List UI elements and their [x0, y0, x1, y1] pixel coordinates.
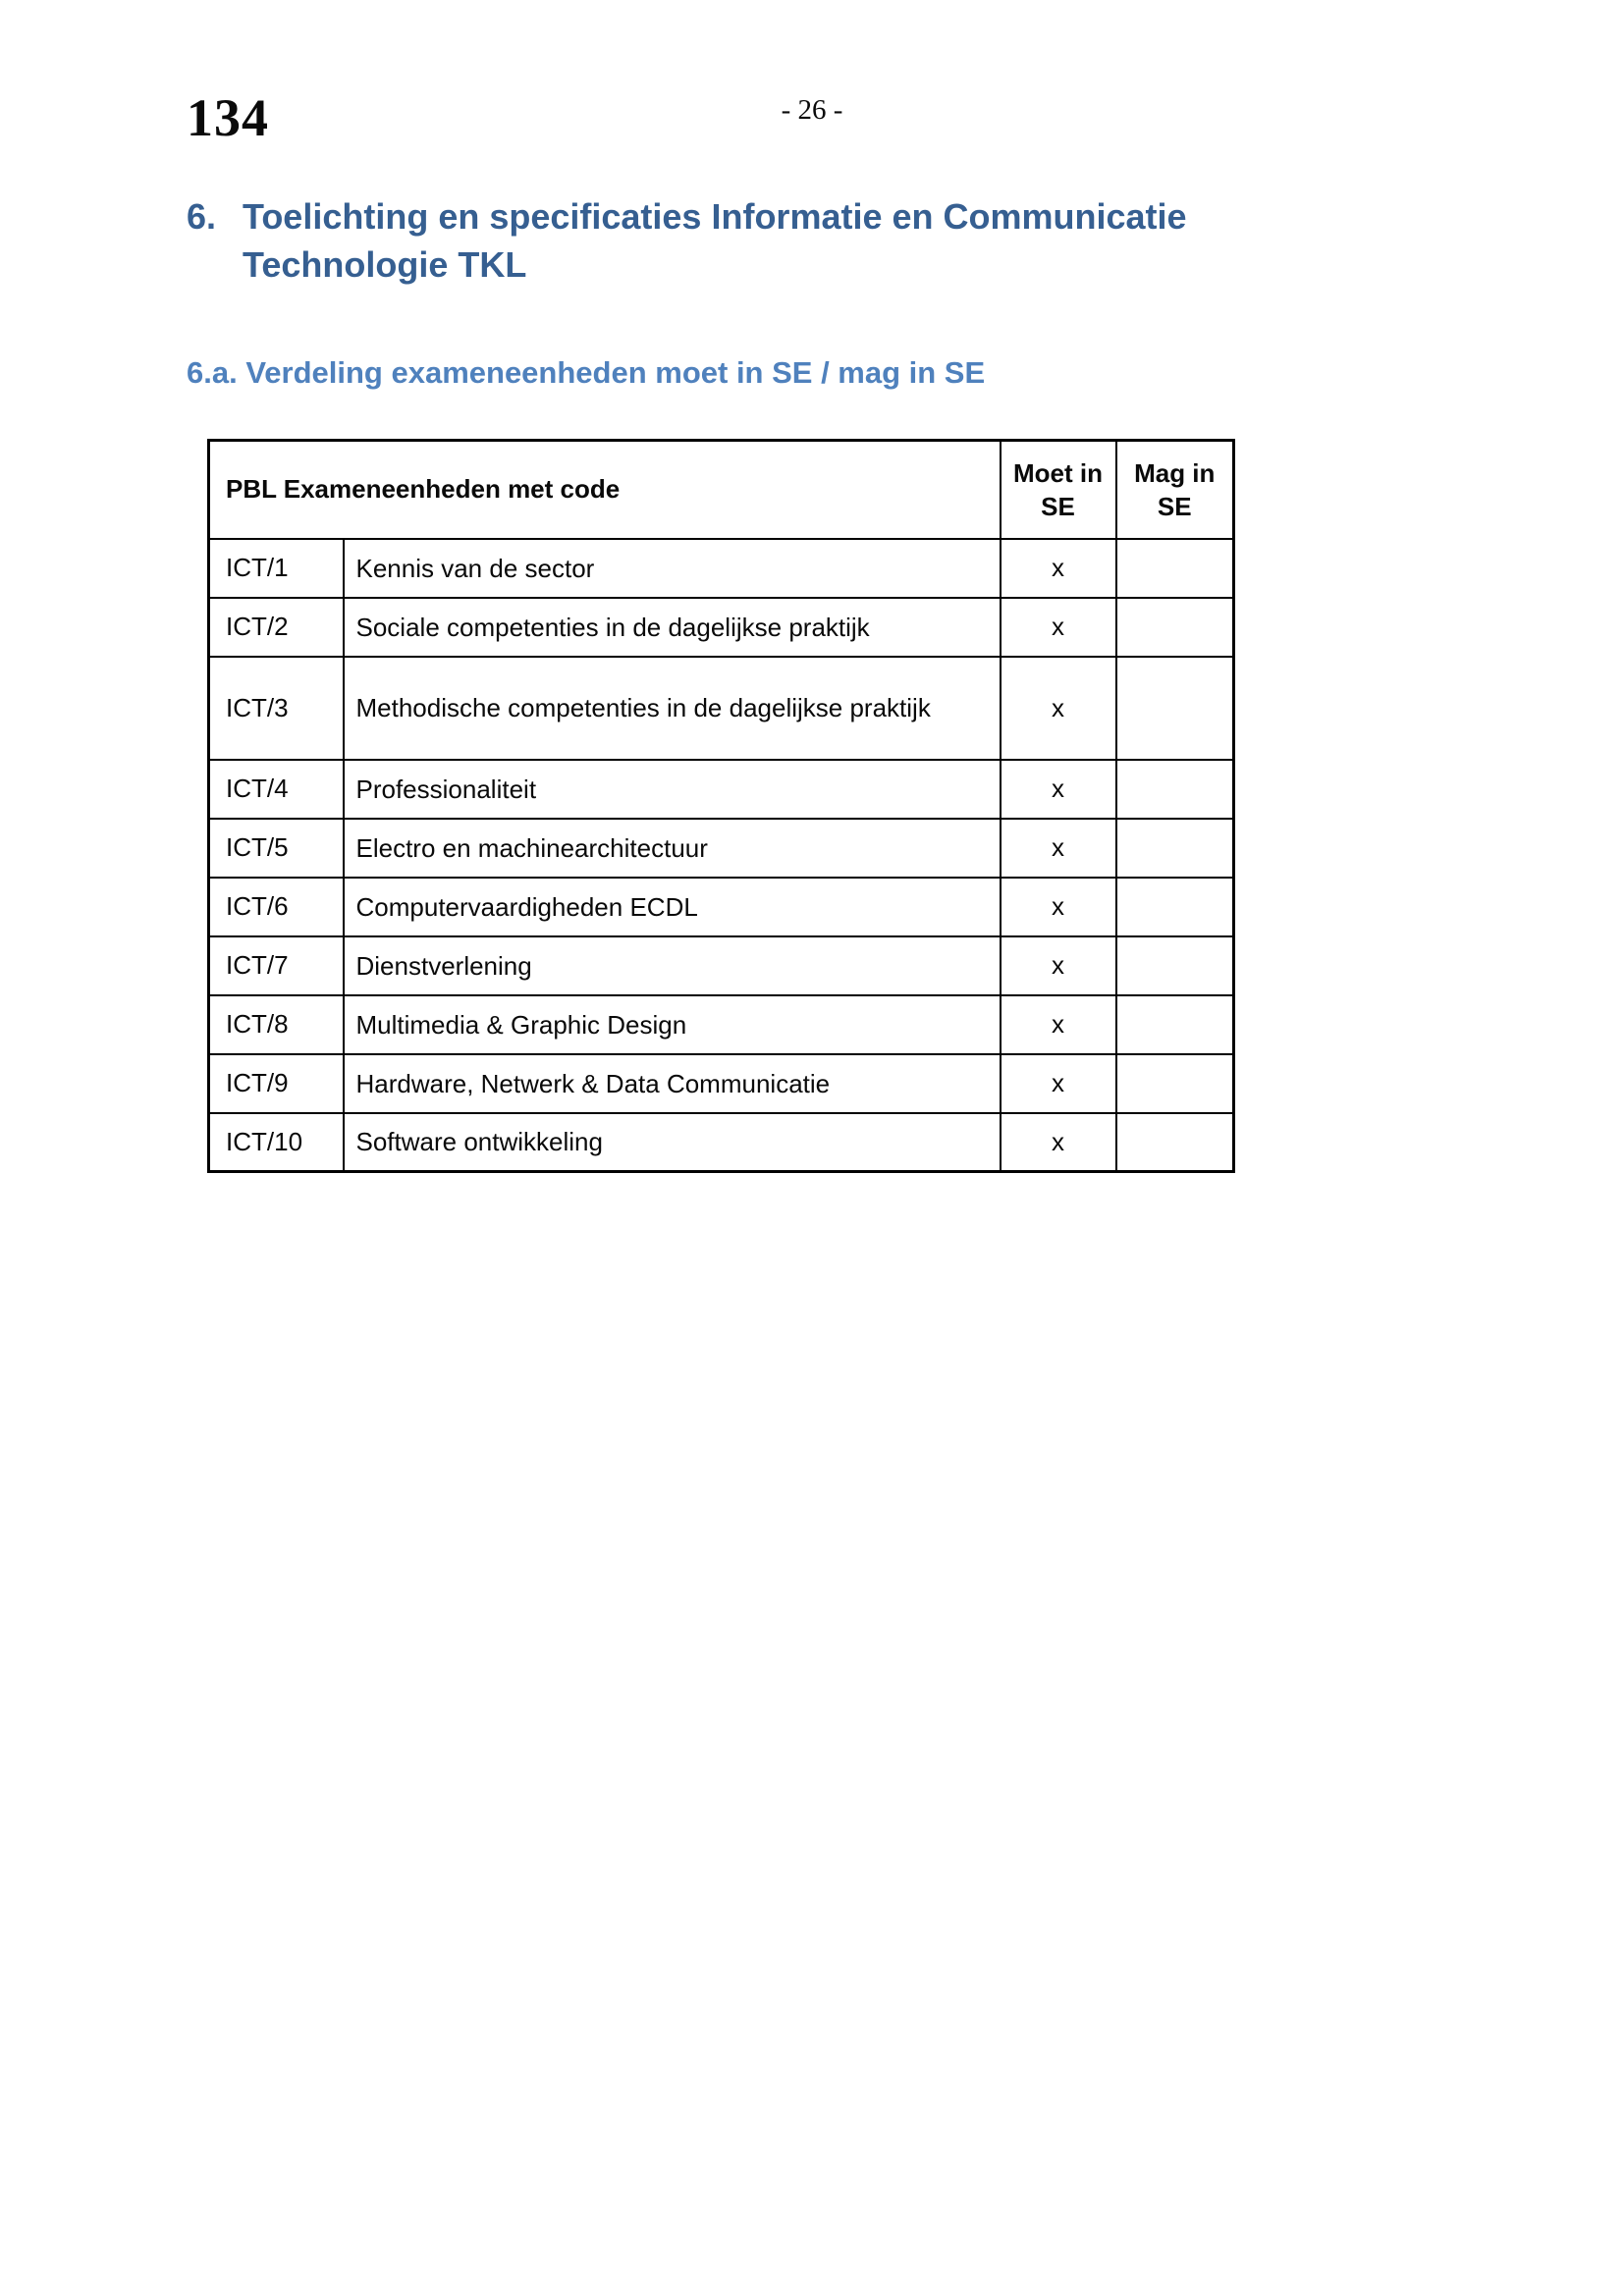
table-row — [209, 1113, 1234, 1172]
exam-code: ICT/1 — [209, 539, 344, 598]
section-heading — [187, 192, 1519, 289]
table-row — [209, 878, 1234, 936]
exam-description: Professionaliteit — [344, 760, 1001, 819]
exam-code: ICT/3 — [209, 657, 344, 760]
center-page-number: - 26 - — [781, 94, 843, 126]
exam-units-table — [207, 439, 1235, 1173]
stamp-page-number: 134 — [187, 88, 269, 147]
exam-code: ICT/7 — [209, 936, 344, 995]
mag-in-se-mark — [1116, 539, 1234, 598]
moet-in-se-mark: x — [1001, 657, 1116, 760]
exam-code: ICT/4 — [209, 760, 344, 819]
section-heading-line2: Technologie TKL — [243, 244, 527, 285]
table-row — [209, 598, 1234, 657]
exam-code: ICT/8 — [209, 995, 344, 1054]
mag-in-se-mark — [1116, 995, 1234, 1054]
table-row — [209, 995, 1234, 1054]
moet-in-se-mark: x — [1001, 539, 1116, 598]
column-header-exam-units: PBL Exameneenheden met code — [209, 441, 1001, 539]
moet-in-se-mark: x — [1001, 1054, 1116, 1113]
exam-description: Computervaardigheden ECDL — [344, 878, 1001, 936]
moet-in-se-mark: x — [1001, 760, 1116, 819]
exam-description: Hardware, Netwerk & Data Communicatie — [344, 1054, 1001, 1113]
moet-in-se-mark: x — [1001, 878, 1116, 936]
column-header-moet-in-se: Moet in SE — [1001, 441, 1116, 539]
mag-in-se-mark — [1116, 819, 1234, 878]
table-row — [209, 1054, 1234, 1113]
mag-in-se-mark — [1116, 936, 1234, 995]
exam-description: Kennis van de sector — [344, 539, 1001, 598]
table-row — [209, 819, 1234, 878]
exam-description: Multimedia & Graphic Design — [344, 995, 1001, 1054]
exam-code: ICT/5 — [209, 819, 344, 878]
mag-in-se-mark — [1116, 1113, 1234, 1172]
moet-in-se-mark: x — [1001, 598, 1116, 657]
moet-in-se-mark: x — [1001, 936, 1116, 995]
exam-code: ICT/9 — [209, 1054, 344, 1113]
table-row — [209, 760, 1234, 819]
exam-code: ICT/6 — [209, 878, 344, 936]
exam-description: Sociale competenties in de dagelijkse praktijk — [344, 598, 1001, 657]
mag-in-se-mark — [1116, 760, 1234, 819]
moet-in-se-mark: x — [1001, 1113, 1116, 1172]
exam-description: Software ontwikkeling — [344, 1113, 1001, 1172]
table-row — [209, 539, 1234, 598]
mag-in-se-mark — [1116, 878, 1234, 936]
mag-in-se-mark — [1116, 598, 1234, 657]
mag-in-se-mark — [1116, 657, 1234, 760]
table-row — [209, 657, 1234, 760]
mag-in-se-mark — [1116, 1054, 1234, 1113]
exam-code: ICT/2 — [209, 598, 344, 657]
exam-description: Dienstverlening — [344, 936, 1001, 995]
section-heading-number: 6. — [187, 196, 217, 237]
exam-code: ICT/10 — [209, 1113, 344, 1172]
table-header-row — [209, 441, 1234, 539]
exam-description: Electro en machinearchitectuur — [344, 819, 1001, 878]
section-heading-line1: Toelichting en specificaties Informatie en Communicatie — [243, 196, 1187, 237]
exam-description: Methodische competenties in de dagelijkse praktijk — [344, 657, 1001, 760]
column-header-mag-in-se: Mag in SE — [1116, 441, 1234, 539]
table-row — [209, 936, 1234, 995]
moet-in-se-mark: x — [1001, 819, 1116, 878]
subsection-heading: 6.a. Verdeling exameneenheden moet in SE / mag in SE — [187, 355, 986, 390]
moet-in-se-mark: x — [1001, 995, 1116, 1054]
